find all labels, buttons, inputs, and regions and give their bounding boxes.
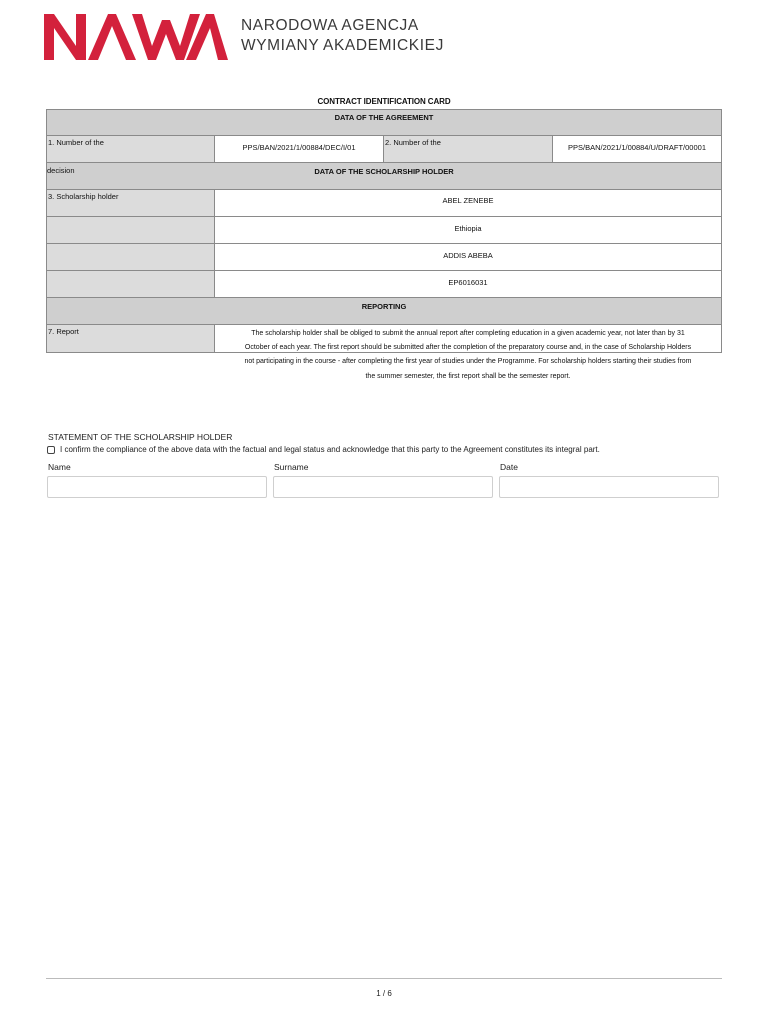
confirm-row[interactable] xyxy=(47,445,600,454)
name-field[interactable] xyxy=(47,476,267,498)
confirm-text: I confirm the compliance of the above data with the factual and legal status and acknowledge that this party to the Agreement constitutes its integral part. xyxy=(60,445,600,454)
date-field[interactable] xyxy=(499,476,719,498)
report-line: not participating in the course - after completing the first year of studies under the Programme. For scholarship holders starting their studies from xyxy=(244,358,692,366)
confirm-checkbox[interactable] xyxy=(47,446,55,454)
holder-header-bar xyxy=(46,162,722,190)
holder-city-label-cell xyxy=(46,243,215,271)
holder-passport-label-cell xyxy=(46,270,215,298)
footer-divider xyxy=(46,978,722,979)
report-line: The scholarship holder shall be obliged to submit the annual report after completing education in a given academic year, not later than by 31 xyxy=(251,330,685,337)
statement-title: STATEMENT OF THE SCHOLARSHIP HOLDER xyxy=(48,432,233,442)
org-name-line1: NARODOWA AGENCJA xyxy=(241,17,419,34)
card-title: CONTRACT IDENTIFICATION CARD xyxy=(317,97,451,106)
logo-text: NAWA xyxy=(44,12,47,13)
org-name-line2: WYMIANY AKADEMICKIEJ xyxy=(241,37,444,54)
nawa-logo xyxy=(44,12,228,62)
holder-country-label-cell xyxy=(46,216,215,244)
holder-country-value: Ethiopia xyxy=(214,216,722,244)
page-indicator: 1 / 6 xyxy=(376,989,392,998)
holder-label: 3. Scholarship holder xyxy=(46,189,215,217)
holder-passport-value: EP6016031 xyxy=(214,270,722,298)
holder-city-value: ADDIS ABEBA xyxy=(214,243,722,271)
report-line: the summer semester, the first report shall be the semester report. xyxy=(365,372,571,380)
surname-label: Surname xyxy=(274,462,309,472)
reporting-header: REPORTING xyxy=(46,297,722,325)
decision-label: decision xyxy=(47,166,75,175)
holder-header: DATA OF THE SCHOLARSHIP HOLDER xyxy=(314,167,454,176)
decision-number-value: PPS/BAN/2021/1/00884/U/DRAFT/00001 xyxy=(552,135,722,163)
agreement-number-label: 1. Number of the xyxy=(46,135,215,163)
agreement-header: DATA OF THE AGREEMENT xyxy=(46,109,722,136)
decision-number-label: 2. Number of the xyxy=(383,135,553,163)
surname-field[interactable] xyxy=(273,476,493,498)
report-line: October of each year. The first report should be submitted after the completion of the preparatory course and, in the case of Scholarship Holders xyxy=(244,344,692,352)
holder-name-value: ABEL ZENEBE xyxy=(214,189,722,217)
agreement-number-value: PPS/BAN/2021/1/00884/DEC/I/01 xyxy=(214,135,384,163)
name-label: Name xyxy=(48,462,71,472)
report-label: 7. Report xyxy=(46,324,215,353)
report-text xyxy=(214,327,722,384)
date-label: Date xyxy=(500,462,518,472)
